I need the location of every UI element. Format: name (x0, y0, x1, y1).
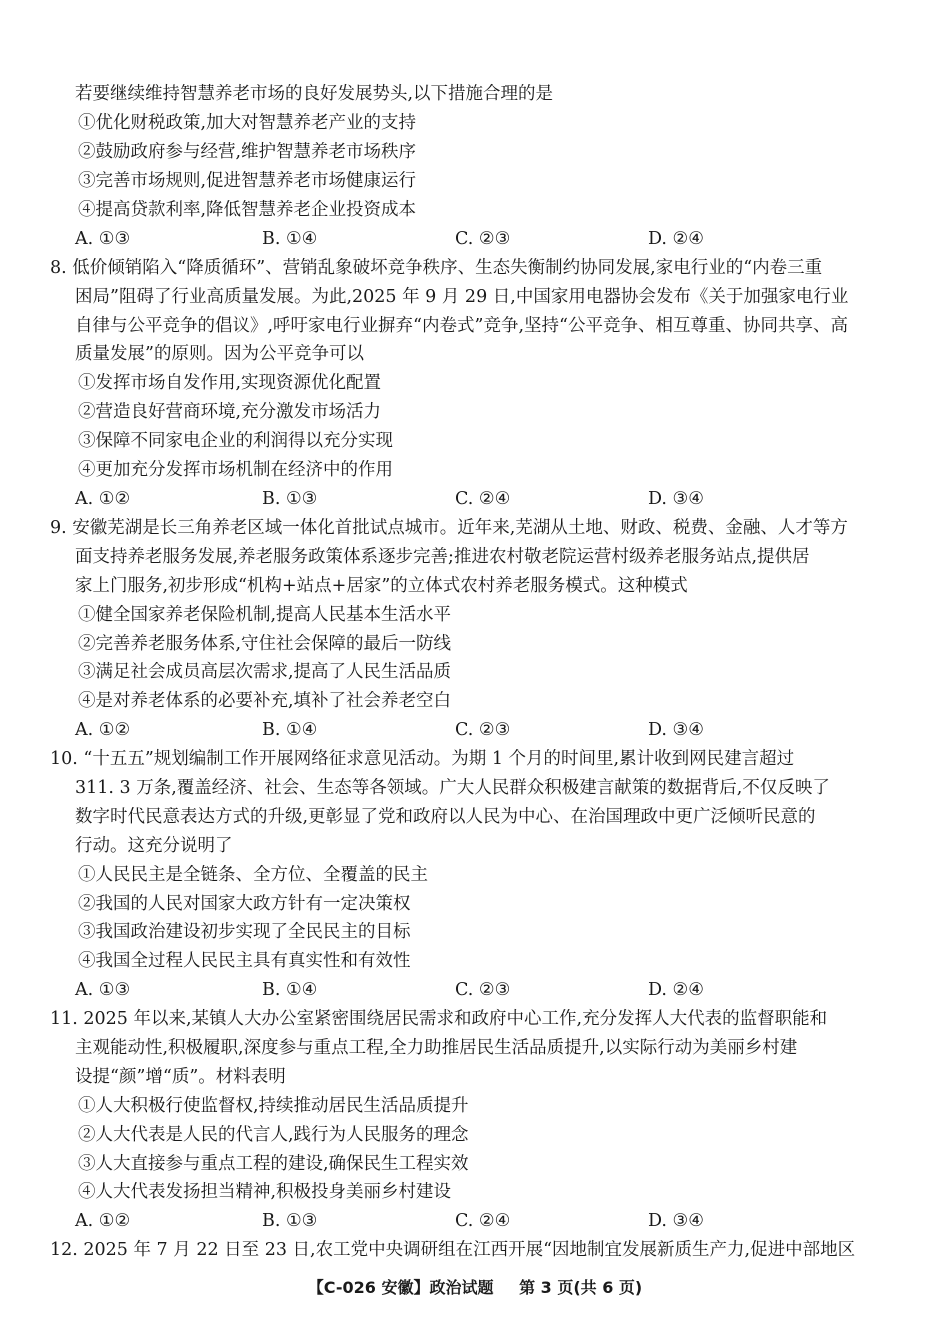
q10-stem-line: 10. “十五五”规划编制工作开展网络征求意见活动。为期 1 个月的时间里,累计收到网民建言超过 (50, 749, 795, 769)
q8-option-3: ③保障不同家电企业的利润得以充分实现 (78, 431, 393, 451)
q9-answer-a: A. ①② (75, 720, 131, 740)
q7-option-2: ②鼓励政府参与经营,维护智慧养老市场秩序 (78, 142, 417, 162)
q12-stem-line: 12. 2025 年 7 月 22 日至 23 日,农工党中央调研组在江西开展“因地制宜发展新质生产力,促进中部地区 (50, 1240, 856, 1260)
q9-option-4: ④是对养老体系的必要补充,填补了社会养老空白 (78, 691, 452, 711)
q8-stem-line: 困局”阻碍了行业高质量发展。为此,2025 年 9 月 29 日,中国家用电器协会发布《关于加强家电行业 (75, 287, 849, 307)
q8-answer-d: D. ③④ (648, 489, 704, 509)
q10-answer-a: A. ①③ (75, 980, 131, 1000)
q9-option-3: ③满足社会成员高层次需求,提高了人民生活品质 (78, 662, 452, 682)
q11-answer-d: D. ③④ (648, 1211, 704, 1231)
q9-option-2: ②完善养老服务体系,守住社会保障的最后一防线 (78, 634, 452, 654)
q11-stem-line: 11. 2025 年以来,某镇人大办公室紧密围绕居民需求和政府中心工作,充分发挥人大代表的监督职能和 (50, 1009, 828, 1029)
q7-option-3: ③完善市场规则,促进智慧养老市场健康运行 (78, 171, 417, 191)
q7-option-1: ①优化财税政策,加大对智慧养老产业的支持 (78, 113, 417, 133)
q8-answer-c: C. ②④ (455, 489, 511, 509)
q10-option-2: ②我国的人民对国家大政方针有一定决策权 (78, 894, 411, 914)
q8-stem-line: 8. 低价倾销陷入“降质循环”、营销乱象破坏竞争秩序、生态失衡制约协同发展,家电行业的“内卷三重 (50, 258, 823, 278)
q10-option-1: ①人民民主是全链条、全方位、全覆盖的民主 (78, 865, 428, 885)
q10-option-3: ③我国政治建设初步实现了全民民主的目标 (78, 922, 411, 942)
q11-stem-line: 主观能动性,积极履职,深度参与重点工程,全力助推居民生活品质提升,以实际行动为美丽乡村建 (75, 1038, 798, 1058)
q7-stem-line: 若要继续维持智慧养老市场的良好发展势头,以下措施合理的是 (75, 84, 554, 104)
q8-option-1: ①发挥市场自发作用,实现资源优化配置 (78, 373, 382, 393)
q9-stem-line: 家上门服务,初步形成“机构+站点+居家”的立体式农村养老服务模式。这种模式 (75, 576, 688, 596)
q9-answer-b: B. ①④ (262, 720, 318, 740)
q11-option-3: ③人大直接参与重点工程的建设,确保民生工程实效 (78, 1154, 469, 1174)
q9-stem-line: 面支持养老服务发展,养老服务政策体系逐步完善;推进农村敬老院运营村级养老服务站点,提供居 (75, 547, 810, 567)
q9-answer-d: D. ③④ (648, 720, 704, 740)
q9-stem-line: 9. 安徽芜湖是长三角养老区域一体化首批试点城市。近年来,芜湖从土地、财政、税费、金融、人才等方 (50, 518, 848, 538)
q11-option-2: ②人大代表是人民的代言人,践行为人民服务的理念 (78, 1125, 469, 1145)
footer-page-number: 第 3 页(共 6 页) (519, 1278, 643, 1297)
q11-option-1: ①人大积极行使监督权,持续推动居民生活品质提升 (78, 1096, 469, 1116)
q7-answer-b: B. ①④ (262, 229, 318, 249)
q9-option-1: ①健全国家养老保险机制,提高人民基本生活水平 (78, 605, 452, 625)
q10-stem-line: 行动。这充分说明了 (75, 836, 233, 856)
q7-option-4: ④提高贷款利率,降低智慧养老企业投资成本 (78, 200, 417, 220)
q10-answer-b: B. ①④ (262, 980, 318, 1000)
q8-answer-a: A. ①② (75, 489, 131, 509)
q8-stem-line: 自律与公平竞争的倡议》,呼吁家电行业摒弃“内卷式”竞争,坚持“公平竞争、相互尊重、协同共享、高 (75, 316, 848, 336)
q10-answer-c: C. ②③ (455, 980, 511, 1000)
q11-option-4: ④人大代表发扬担当精神,积极投身美丽乡村建设 (78, 1182, 452, 1202)
footer-exam-title: 【C-026 安徽】政治试题 (307, 1278, 494, 1297)
q7-answer-c: C. ②③ (455, 229, 511, 249)
q10-option-4: ④我国全过程人民民主具有真实性和有效性 (78, 951, 411, 971)
q10-answer-d: D. ②④ (648, 980, 704, 1000)
q8-option-2: ②营造良好营商环境,充分激发市场活力 (78, 402, 382, 422)
q10-stem-line: 311. 3 万条,覆盖经济、社会、生态等各领域。广大人民群众积极建言献策的数据背后,不仅反映了 (75, 778, 830, 798)
q11-answer-c: C. ②④ (455, 1211, 511, 1231)
q7-answer-a: A. ①③ (75, 229, 131, 249)
q8-stem-line: 质量发展”的原则。因为公平竞争可以 (75, 344, 364, 364)
page-footer (0, 1276, 950, 1300)
q11-stem-line: 设提“颜”增“质”。材料表明 (75, 1067, 286, 1087)
q10-stem-line: 数字时代民意表达方式的升级,更彰显了党和政府以人民为中心、在治国理政中更广泛倾听民意的 (75, 807, 816, 827)
q8-option-4: ④更加充分发挥市场机制在经济中的作用 (78, 460, 393, 480)
q11-answer-a: A. ①② (75, 1211, 131, 1231)
q8-answer-b: B. ①③ (262, 489, 318, 509)
q9-answer-c: C. ②③ (455, 720, 511, 740)
q11-answer-b: B. ①③ (262, 1211, 318, 1231)
q7-answer-d: D. ②④ (648, 229, 704, 249)
